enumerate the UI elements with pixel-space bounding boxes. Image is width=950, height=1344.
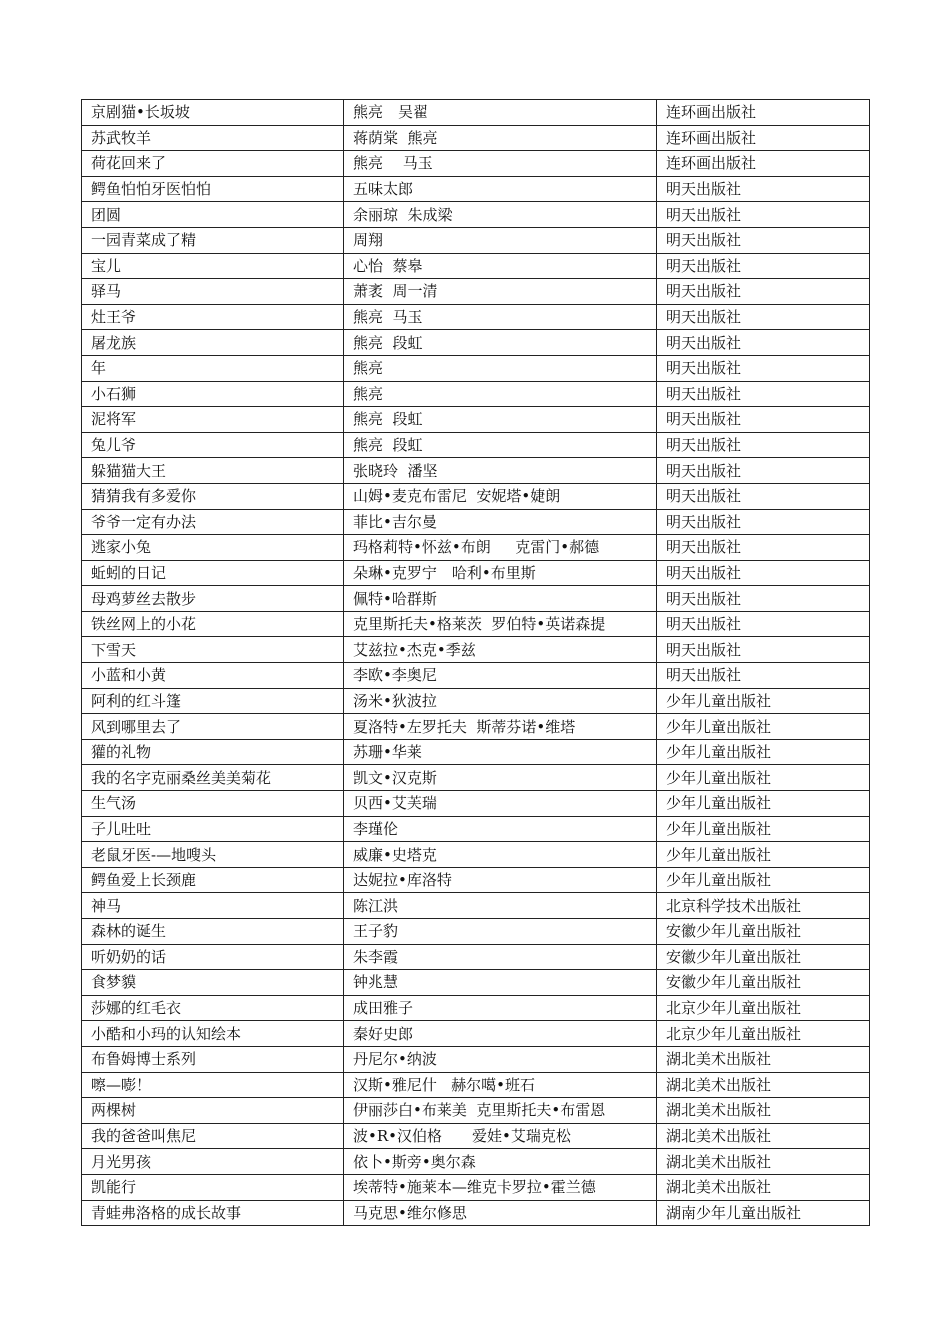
publisher-cell: 湖北美术出版社 [657, 1072, 870, 1098]
publisher-cell: 连环画出版社 [657, 100, 870, 126]
author-cell: 余丽琼 朱成梁 [344, 202, 657, 228]
table-row [82, 1072, 870, 1098]
publisher-cell: 少年儿童出版社 [657, 816, 870, 842]
publisher-cell: 少年儿童出版社 [657, 842, 870, 868]
table-row [82, 765, 870, 791]
author-cell: 贝西•艾芙瑞 [344, 791, 657, 817]
table-row [82, 688, 870, 714]
table-row [82, 970, 870, 996]
book-title-cell: 京剧猫•长坂坡 [82, 100, 344, 126]
table-row [82, 919, 870, 945]
book-title-cell: 两棵树 [82, 1098, 344, 1124]
author-cell: 李瑾伦 [344, 816, 657, 842]
author-cell: 夏洛特•左罗托夫 斯蒂芬诺•维塔 [344, 714, 657, 740]
book-title-cell: 荷花回来了 [82, 151, 344, 177]
book-title-cell: 年 [82, 355, 344, 381]
author-cell: 萧袤 周一清 [344, 279, 657, 305]
author-cell: 熊亮 段虹 [344, 432, 657, 458]
table-row [82, 151, 870, 177]
table-row [82, 739, 870, 765]
book-title-cell: 小石狮 [82, 381, 344, 407]
table-row [82, 816, 870, 842]
publisher-cell: 北京少年儿童出版社 [657, 995, 870, 1021]
book-title-cell: 团圆 [82, 202, 344, 228]
table-row [82, 637, 870, 663]
publisher-cell: 明天出版社 [657, 253, 870, 279]
author-cell: 熊亮 段虹 [344, 407, 657, 433]
table-row [82, 483, 870, 509]
table-row [82, 1098, 870, 1124]
table-row [82, 100, 870, 126]
table-row [82, 1149, 870, 1175]
author-cell: 熊亮 [344, 381, 657, 407]
publisher-cell: 明天出版社 [657, 279, 870, 305]
publisher-cell: 少年儿童出版社 [657, 688, 870, 714]
book-title-cell: 苏武牧羊 [82, 125, 344, 151]
publisher-cell: 明天出版社 [657, 407, 870, 433]
book-title-cell: 我的爸爸叫焦尼 [82, 1123, 344, 1149]
author-cell: 山姆•麦克布雷尼 安妮塔•婕朗 [344, 483, 657, 509]
author-cell: 菲比•吉尔曼 [344, 509, 657, 535]
publisher-cell: 明天出版社 [657, 330, 870, 356]
author-cell: 张晓玲 潘坚 [344, 458, 657, 484]
book-title-cell: 铁丝网上的小花 [82, 611, 344, 637]
book-title-cell: 阿利的红斗篷 [82, 688, 344, 714]
table-row [82, 560, 870, 586]
book-title-cell: 蚯蚓的日记 [82, 560, 344, 586]
book-title-cell: 莎娜的红毛衣 [82, 995, 344, 1021]
author-cell: 熊亮 [344, 355, 657, 381]
book-title-cell: 听奶奶的话 [82, 944, 344, 970]
author-cell: 成田雅子 [344, 995, 657, 1021]
publisher-cell: 明天出版社 [657, 637, 870, 663]
table-row [82, 791, 870, 817]
publisher-cell: 明天出版社 [657, 483, 870, 509]
publisher-cell: 北京少年儿童出版社 [657, 1021, 870, 1047]
publisher-cell: 湖北美术出版社 [657, 1123, 870, 1149]
table-row [82, 1174, 870, 1200]
author-cell: 秦好史郎 [344, 1021, 657, 1047]
table-row [82, 304, 870, 330]
table-row [82, 611, 870, 637]
author-cell: 周翔 [344, 227, 657, 253]
book-title-cell: 獾的礼物 [82, 739, 344, 765]
author-cell: 伊丽莎白•布莱美 克里斯托夫•布雷恩 [344, 1098, 657, 1124]
table-row [82, 1021, 870, 1047]
author-cell: 熊亮 吴翟 [344, 100, 657, 126]
table-row [82, 1123, 870, 1149]
author-cell: 埃蒂特•施莱本—维克卡罗拉•霍兰德 [344, 1174, 657, 1200]
publisher-cell: 北京科学技术出版社 [657, 893, 870, 919]
table-row [82, 202, 870, 228]
publisher-cell: 明天出版社 [657, 611, 870, 637]
author-cell: 艾兹拉•杰克•季兹 [344, 637, 657, 663]
author-cell: 陈江洪 [344, 893, 657, 919]
publisher-cell: 湖南少年儿童出版社 [657, 1200, 870, 1226]
table-row [82, 995, 870, 1021]
book-list-table [81, 99, 870, 1226]
publisher-cell: 少年儿童出版社 [657, 791, 870, 817]
table-row [82, 330, 870, 356]
publisher-cell: 少年儿童出版社 [657, 765, 870, 791]
table-row [82, 1046, 870, 1072]
book-title-cell: 嚓—嘭！ [82, 1072, 344, 1098]
book-title-cell: 驿马 [82, 279, 344, 305]
author-cell: 波•R•汉伯格 爱娃•艾瑞克松 [344, 1123, 657, 1149]
publisher-cell: 湖北美术出版社 [657, 1149, 870, 1175]
book-title-cell: 鳄鱼怕怕牙医怕怕 [82, 176, 344, 202]
publisher-cell: 连环画出版社 [657, 151, 870, 177]
author-cell: 达妮拉•库洛特 [344, 867, 657, 893]
author-cell: 汉斯•雅尼什 赫尔噶•班石 [344, 1072, 657, 1098]
table-row [82, 535, 870, 561]
publisher-cell: 明天出版社 [657, 227, 870, 253]
book-list-body [82, 100, 870, 1226]
author-cell: 朵琳•克罗宁 哈利•布里斯 [344, 560, 657, 586]
book-title-cell: 小酷和小玛的认知绘本 [82, 1021, 344, 1047]
table-row [82, 355, 870, 381]
book-title-cell: 一园青菜成了精 [82, 227, 344, 253]
author-cell: 依卜•斯旁•奥尔森 [344, 1149, 657, 1175]
publisher-cell: 安徽少年儿童出版社 [657, 944, 870, 970]
book-title-cell: 食梦貘 [82, 970, 344, 996]
publisher-cell: 明天出版社 [657, 535, 870, 561]
book-title-cell: 凯能行 [82, 1174, 344, 1200]
publisher-cell: 明天出版社 [657, 304, 870, 330]
table-row [82, 458, 870, 484]
author-cell: 熊亮 马玉 [344, 304, 657, 330]
author-cell: 李欧•李奥尼 [344, 663, 657, 689]
author-cell: 王子豹 [344, 919, 657, 945]
author-cell: 克里斯托夫•格莱茨 罗伯特•英诺森提 [344, 611, 657, 637]
book-title-cell: 兔儿爷 [82, 432, 344, 458]
publisher-cell: 少年儿童出版社 [657, 739, 870, 765]
table-row [82, 663, 870, 689]
book-title-cell: 生气汤 [82, 791, 344, 817]
author-cell: 心怡 蔡皋 [344, 253, 657, 279]
table-row [82, 227, 870, 253]
publisher-cell: 明天出版社 [657, 663, 870, 689]
publisher-cell: 明天出版社 [657, 355, 870, 381]
publisher-cell: 湖北美术出版社 [657, 1174, 870, 1200]
publisher-cell: 湖北美术出版社 [657, 1098, 870, 1124]
book-title-cell: 母鸡萝丝去散步 [82, 586, 344, 612]
table-row [82, 279, 870, 305]
author-cell: 汤米•狄波拉 [344, 688, 657, 714]
table-row [82, 432, 870, 458]
table-row [82, 509, 870, 535]
publisher-cell: 连环画出版社 [657, 125, 870, 151]
publisher-cell: 明天出版社 [657, 381, 870, 407]
table-row [82, 381, 870, 407]
table-row [82, 867, 870, 893]
book-title-cell: 小蓝和小黄 [82, 663, 344, 689]
table-row [82, 893, 870, 919]
book-title-cell: 鳄鱼爱上长颈鹿 [82, 867, 344, 893]
table-row [82, 407, 870, 433]
table-row [82, 176, 870, 202]
table-row [82, 714, 870, 740]
book-title-cell: 泥将军 [82, 407, 344, 433]
author-cell: 钟兆慧 [344, 970, 657, 996]
table-row [82, 253, 870, 279]
publisher-cell: 明天出版社 [657, 176, 870, 202]
publisher-cell: 少年儿童出版社 [657, 867, 870, 893]
author-cell: 玛格莉特•怀兹•布朗 克雷门•郝德 [344, 535, 657, 561]
book-title-cell: 宝儿 [82, 253, 344, 279]
book-title-cell: 爷爷一定有办法 [82, 509, 344, 535]
publisher-cell: 明天出版社 [657, 586, 870, 612]
table-row [82, 1200, 870, 1226]
author-cell: 熊亮 段虹 [344, 330, 657, 356]
author-cell: 凯文•汉克斯 [344, 765, 657, 791]
publisher-cell: 少年儿童出版社 [657, 714, 870, 740]
book-title-cell: 躲猫猫大王 [82, 458, 344, 484]
publisher-cell: 明天出版社 [657, 560, 870, 586]
book-title-cell: 风到哪里去了 [82, 714, 344, 740]
book-title-cell: 逃家小兔 [82, 535, 344, 561]
book-title-cell: 下雪天 [82, 637, 344, 663]
publisher-cell: 明天出版社 [657, 509, 870, 535]
table-row [82, 586, 870, 612]
table-row [82, 944, 870, 970]
table-row [82, 842, 870, 868]
publisher-cell: 湖北美术出版社 [657, 1046, 870, 1072]
author-cell: 蒋荫棠 熊亮 [344, 125, 657, 151]
book-title-cell: 森林的诞生 [82, 919, 344, 945]
author-cell: 苏珊•华莱 [344, 739, 657, 765]
publisher-cell: 明天出版社 [657, 458, 870, 484]
publisher-cell: 安徽少年儿童出版社 [657, 919, 870, 945]
book-title-cell: 子儿吐吐 [82, 816, 344, 842]
book-title-cell: 灶王爷 [82, 304, 344, 330]
book-title-cell: 月光男孩 [82, 1149, 344, 1175]
author-cell: 佩特•哈群斯 [344, 586, 657, 612]
author-cell: 马克思•维尔修思 [344, 1200, 657, 1226]
publisher-cell: 安徽少年儿童出版社 [657, 970, 870, 996]
book-title-cell: 我的名字克丽桑丝美美菊花 [82, 765, 344, 791]
book-title-cell: 神马 [82, 893, 344, 919]
publisher-cell: 明天出版社 [657, 202, 870, 228]
book-title-cell: 老鼠牙医-—地嗖头 [82, 842, 344, 868]
author-cell: 五味太郎 [344, 176, 657, 202]
publisher-cell: 明天出版社 [657, 432, 870, 458]
book-title-cell: 屠龙族 [82, 330, 344, 356]
author-cell: 威廉•史塔克 [344, 842, 657, 868]
book-title-cell: 猜猜我有多爱你 [82, 483, 344, 509]
author-cell: 朱李霞 [344, 944, 657, 970]
book-title-cell: 青蛙弗洛格的成长故事 [82, 1200, 344, 1226]
author-cell: 熊亮 马玉 [344, 151, 657, 177]
table-row [82, 125, 870, 151]
author-cell: 丹尼尔•纳波 [344, 1046, 657, 1072]
book-title-cell: 布鲁姆博士系列 [82, 1046, 344, 1072]
